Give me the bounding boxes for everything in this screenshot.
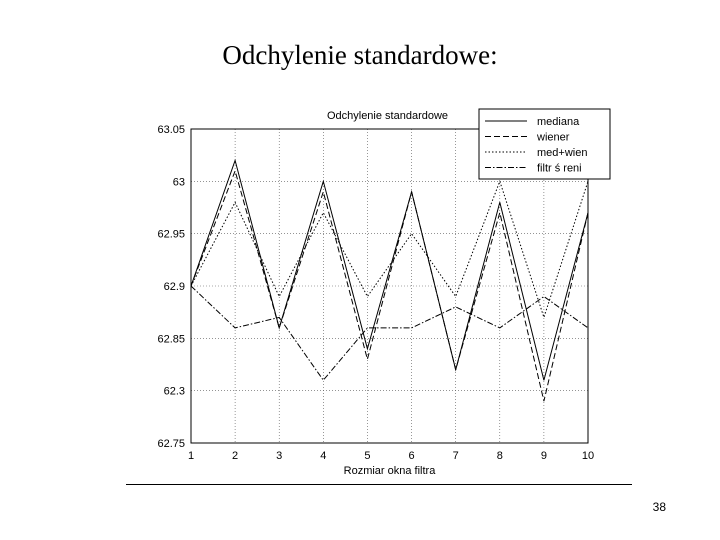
legend-label: filtr ś reni <box>537 162 582 175</box>
x-tick-label: 1 <box>187 450 195 462</box>
series-lines <box>191 160 588 401</box>
legend <box>479 109 610 179</box>
y-tick-label: 63.05 <box>157 124 185 136</box>
y-tick-label: 62.9 <box>163 281 185 293</box>
y-tick-label: 62.3 <box>163 385 185 398</box>
x-tick-label: 7 <box>452 450 459 462</box>
y-tick-label: 63 <box>172 176 185 189</box>
legend-label: wiener <box>537 131 570 144</box>
x-tick-label: 5 <box>364 450 371 462</box>
series-line-mediana <box>191 160 588 380</box>
y-tick-label: 62.75 <box>157 438 185 450</box>
x-tick-label: 6 <box>408 450 415 462</box>
y-tick-label: 62.95 <box>157 228 185 241</box>
footer-rule <box>126 484 632 485</box>
x-axis-label: Rozmiar okna filtra <box>343 465 436 477</box>
legend-label: med+wien <box>537 147 588 159</box>
y-tick-label: 62.85 <box>157 333 185 346</box>
slide-title: Odchylenie standardowe: <box>222 40 498 70</box>
x-tick-label: 10 <box>581 450 595 462</box>
x-tick-label: 3 <box>276 450 283 462</box>
chart-title: Odchylenie standardowe <box>326 110 449 122</box>
legend-label: mediana <box>537 116 580 128</box>
x-tick-label: 8 <box>496 450 503 462</box>
series-line-med-wien <box>191 181 588 317</box>
x-tick-label: 4 <box>320 450 327 462</box>
x-tick-label: 2 <box>232 450 239 462</box>
page-number: 38 <box>652 500 666 514</box>
x-tick-label: 9 <box>540 450 547 462</box>
